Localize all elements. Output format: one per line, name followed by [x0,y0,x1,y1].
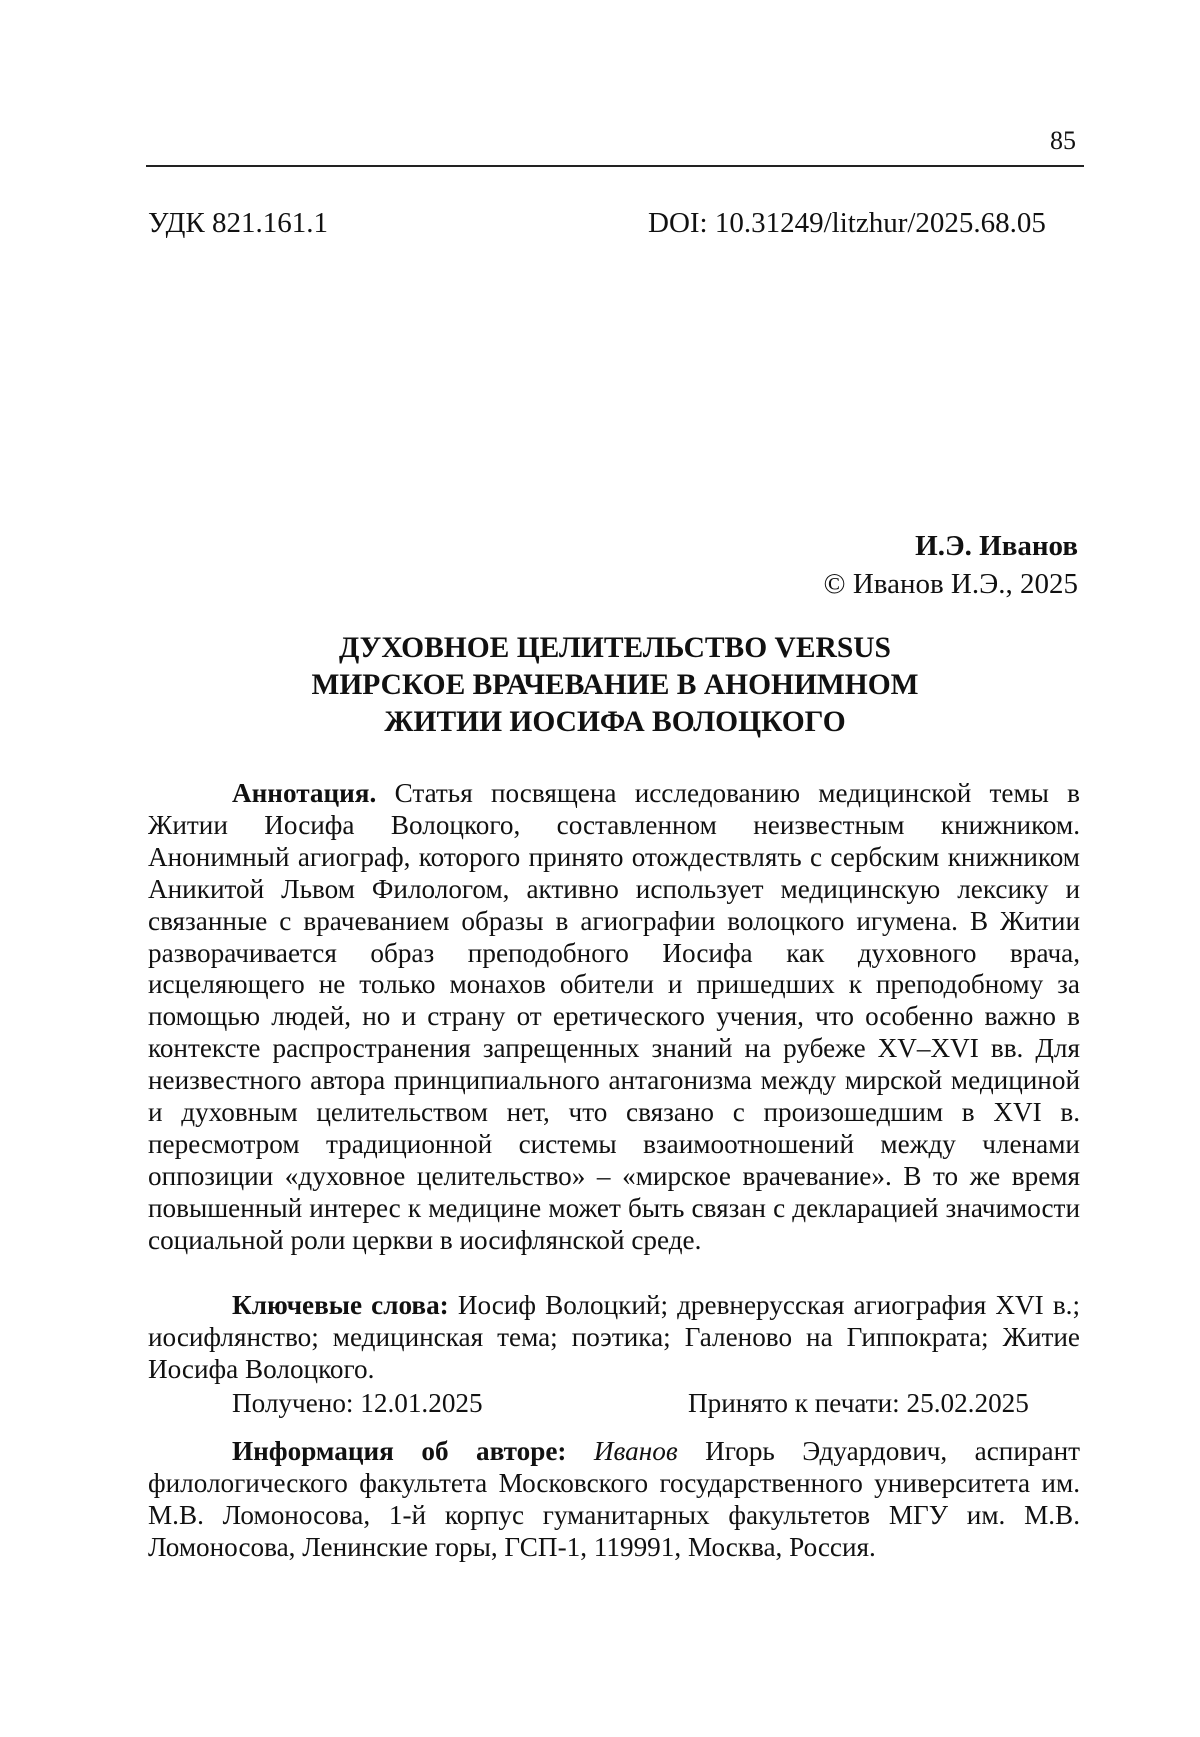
abstract-paragraph [148,778,1080,1257]
author-surname: Иванов [593,1436,678,1466]
accepted-date: Принято к печати: 25.02.2025 [688,1388,1029,1418]
keywords-text: Иосиф Волоцкий; древнерусская агиография XVI в.; иосифлянство; медицинская тема; поэтика; Галеново на Гиппократа; Житие Иосифа Волоцкого. [148,1290,1081,1384]
copyright-line: © Иванов И.Э., 2025 [823,568,1078,600]
udc-code: УДК 821.161.1 [148,207,328,239]
doi: DOI: 10.31249/litzhur/2025.68.05 [648,207,1046,239]
author-block [824,527,1078,603]
article-title [146,630,1084,741]
received-date: Получено: 12.01.2025 [232,1388,483,1418]
page-number: 85 [1050,126,1076,155]
author-info-paragraph [148,1436,1080,1564]
header-rule [146,165,1084,167]
dates-row [232,1387,1072,1419]
title-line-1: ДУХОВНОЕ ЦЕЛИТЕЛЬСТВО VERSUS [339,632,891,664]
author-info-text: Игорь Эдуардович, аспирант филологического факультета Московского государственного университета им. М.В. Ломоносова, 1-й корпус гуманитарных факультетов МГУ им. М.В. Ломоносова, Ленинские горы, ГСП-1, 119991, Москва, Россия. [148,1436,1081,1562]
article-meta [148,205,1068,241]
author-name: И.Э. Иванов [915,530,1078,562]
keywords-label: Ключевые слова: [232,1290,449,1320]
abstract-text: Статья посвящена исследованию медицинской темы в Житии Иосифа Волоцкого, составленном неизвестным книжником. Анонимный агиограф, которого принято отождествлять с сербским книжником Аникитой Львом Филологом, активно использует медицинскую лексику и связанные с врачеванием образы в агиографии волоцкого игумена. В Житии разворачивается образ преподобного Иосифа как духовного врача, исцеляющего не только монахов обители и пришедших к преподобному за помощью людей, но и страну от еретического учения, что особенно важно в контексте распространения запрещенных знаний на рубеже XV–XVI вв. Для неизвестного автора принципиального антагонизма между мирской медициной и духовным целительством нет, что связано с произошедшим в XVI в. пересмотром традиционной системы взаимоотношений между членами оппозиции «духовное целительство» – «мирское врачевание». В то же время повышенный интерес к медицине может быть связан с декларацией значимости социальной роли церкви в иосифлянской среде. [148,778,1080,1255]
author-info-label: Информация об авторе: [232,1436,567,1466]
abstract-label: Аннотация. [232,778,377,808]
title-line-2: МИРСКОЕ ВРАЧЕВАНИЕ В АНОНИМНОМ [311,669,919,701]
keywords-paragraph [148,1290,1080,1386]
title-line-3: ЖИТИИ ИОСИФА ВОЛОЦКОГО [384,706,846,738]
